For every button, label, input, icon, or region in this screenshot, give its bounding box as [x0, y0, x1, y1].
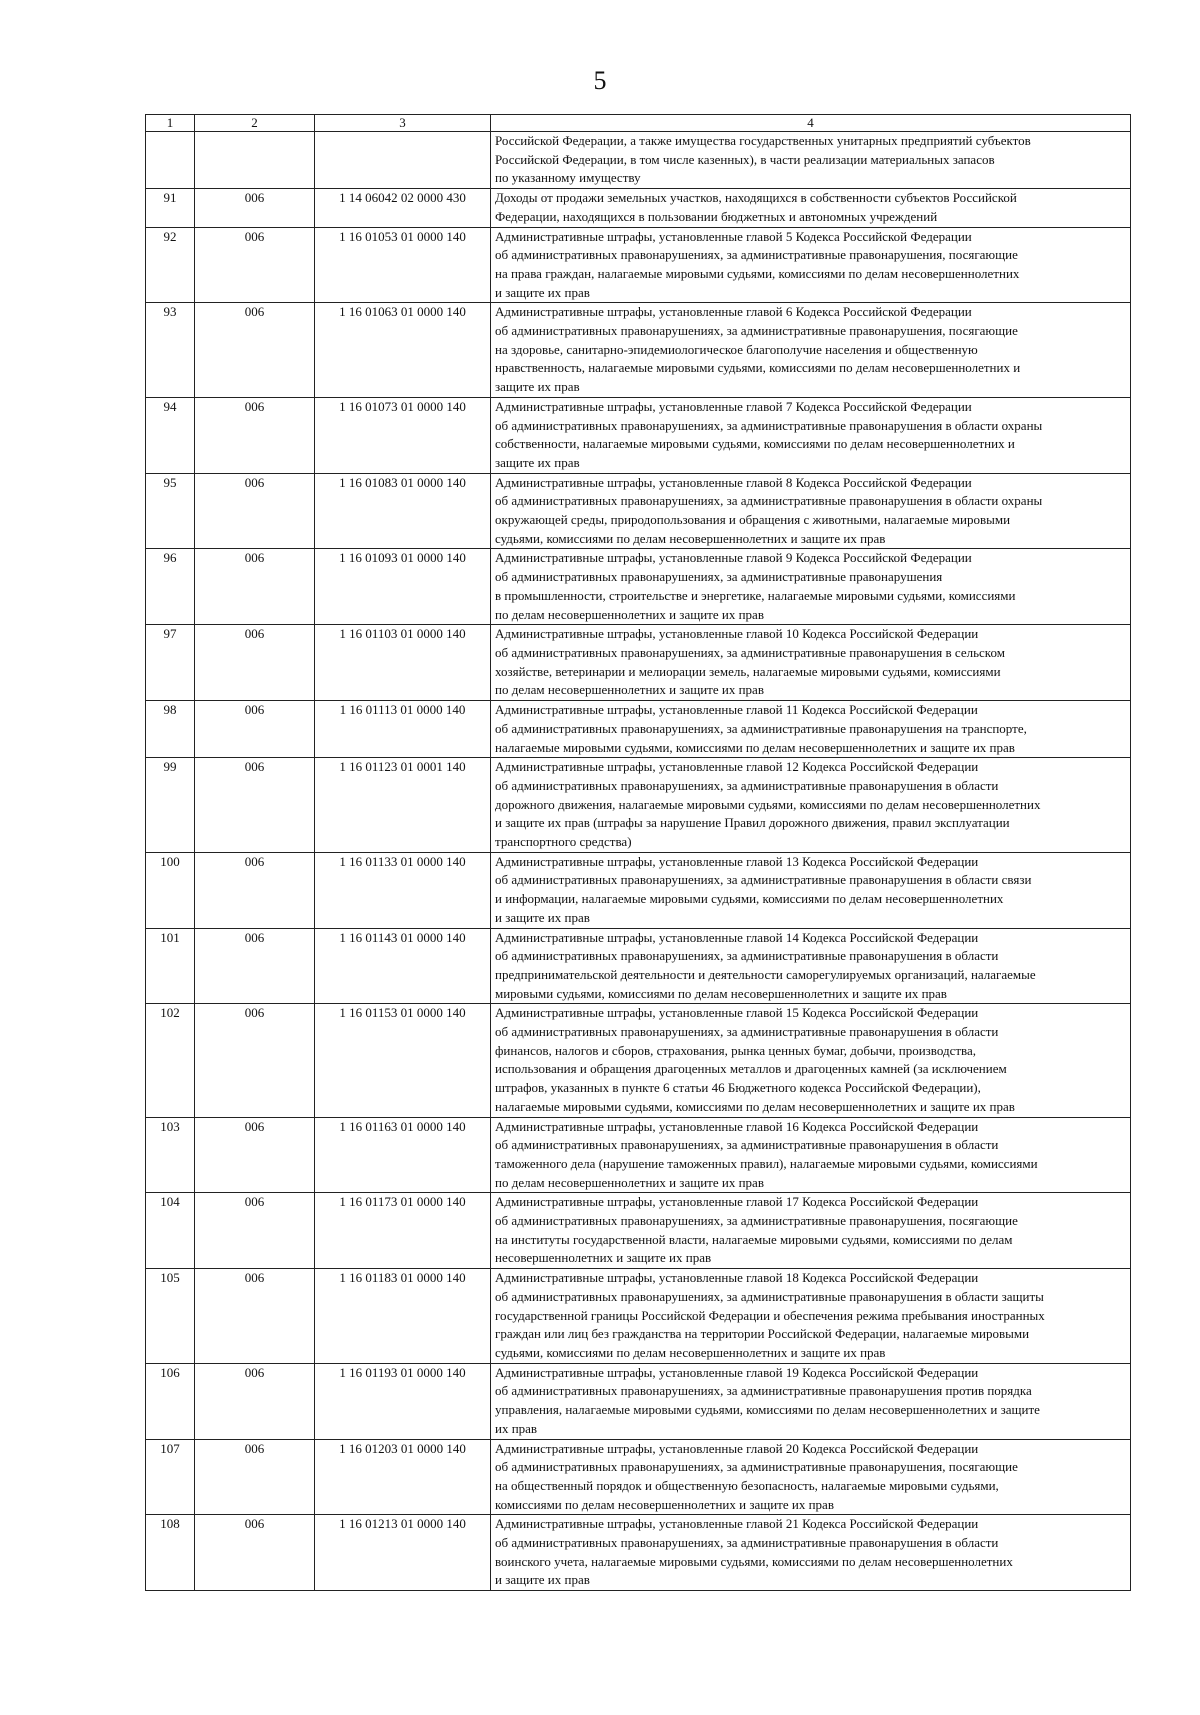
description-cell [491, 473, 1131, 549]
admin-code-cell: 006 [195, 701, 315, 758]
table-row [146, 189, 1131, 227]
description-cell [491, 758, 1131, 853]
table-row [146, 758, 1131, 853]
description-line: государственной границы Российской Федерации и обеспечения режима пребывания иностранных [495, 1307, 1045, 1323]
description-cell [491, 1515, 1131, 1591]
budget-code-cell: 1 16 01173 01 0000 140 [315, 1193, 491, 1269]
description-line: Административные штрафы, установленные главой 8 Кодекса Российской Федерации [495, 474, 972, 490]
description-cell [491, 928, 1131, 1004]
description-line: об административных правонарушениях, за административные правонарушения в области [495, 1137, 999, 1153]
description-line: об административных правонарушениях, за административные правонарушения в области [495, 1535, 999, 1551]
description-line: об административных правонарушениях, за административные правонарушения против порядка [495, 1383, 1032, 1399]
budget-code-cell: 1 16 01053 01 0000 140 [315, 227, 491, 303]
description-line: судьями, комиссиями по делам несовершеннолетних и защите их прав [495, 1345, 886, 1360]
description-line: защите их прав [495, 379, 580, 395]
description-line: об административных правонарушениях, за административные правонарушения в сельском [495, 644, 1005, 660]
admin-code-cell: 006 [195, 473, 315, 549]
description-line: хозяйстве, ветеринарии и мелиорации земель, налагаемые мировыми судьями, комиссиями [495, 663, 1001, 679]
admin-code-cell: 006 [195, 549, 315, 625]
row-number-cell: 96 [146, 549, 195, 625]
table-row [146, 1363, 1131, 1439]
row-number-cell: 93 [146, 303, 195, 398]
description-line: по указанному имуществу [495, 170, 641, 186]
admin-code-cell: 006 [195, 397, 315, 473]
row-number-cell: 101 [146, 928, 195, 1004]
table-body [146, 132, 1131, 1591]
budget-code-cell: 1 16 01153 01 0000 140 [315, 1004, 491, 1117]
description-cell [491, 1439, 1131, 1515]
description-line: Административные штрафы, установленные главой 6 Кодекса Российской Федерации [495, 304, 972, 320]
description-line: налагаемые мировыми судьями, комиссиями по делам несовершеннолетних и защите их прав [495, 739, 1015, 755]
description-cell [491, 625, 1131, 701]
description-line: воинского учета, налагаемые мировыми судьями, комиссиями по делам несовершеннолетних [495, 1553, 1013, 1569]
description-line: Административные штрафы, установленные главой 11 Кодекса Российской Федерации [495, 702, 978, 718]
revenue-codes-table [145, 114, 1131, 1591]
description-line: управления, налагаемые мировыми судьями, комиссиями по делам несовершеннолетних и защите [495, 1402, 1040, 1418]
description-line: на общественный порядок и общественную безопасность, налагаемые мировыми судьями, [495, 1477, 999, 1493]
description-line: несовершеннолетних и защите их прав [495, 1250, 712, 1266]
description-line: Доходы от продажи земельных участков, находящихся в собственности субъектов Российской [495, 190, 1017, 206]
description-line: транспортного средства) [495, 834, 632, 850]
description-cell [491, 1269, 1131, 1364]
description-cell [491, 1363, 1131, 1439]
description-line: Административные штрафы, установленные главой 14 Кодекса Российской Федерации [495, 929, 979, 945]
description-line: об административных правонарушениях, за административные правонарушения в области [495, 948, 999, 964]
admin-code-cell: 006 [195, 1117, 315, 1193]
description-cell [491, 701, 1131, 758]
description-line: об административных правонарушениях, за административные правонарушения, посягающие [495, 1213, 1018, 1229]
description-line: и защите их прав [495, 284, 590, 300]
description-line: об административных правонарушениях, за административные правонарушения в области [495, 777, 999, 793]
budget-code-cell: 1 16 01133 01 0000 140 [315, 852, 491, 928]
description-line: Административные штрафы, установленные главой 17 Кодекса Российской Федерации [495, 1194, 979, 1210]
table-row [146, 473, 1131, 549]
description-line: штрафов, указанных в пункте 6 статьи 46 Бюджетного кодекса Российской Федерации), [495, 1080, 981, 1096]
admin-code-cell: 006 [195, 1004, 315, 1117]
description-line: их прав [495, 1420, 538, 1436]
continuation-row [146, 132, 1131, 189]
description-line: судьями, комиссиями по делам несовершеннолетних и защите их прав [495, 530, 886, 546]
table-row [146, 1439, 1131, 1515]
budget-code-cell: 1 14 06042 02 0000 430 [315, 189, 491, 227]
description-line: Административные штрафы, установленные главой 15 Кодекса Российской Федерации [495, 1005, 979, 1021]
description-line: комиссиями по делам несовершеннолетних и защите их прав [495, 1496, 834, 1512]
table-row [146, 1193, 1131, 1269]
continuation-admin-cell [195, 132, 315, 189]
column-header-1: 1 [146, 115, 195, 132]
description-line: Российской Федерации, а также имущества государственных унитарных предприятий субъектов [495, 133, 1031, 148]
admin-code-cell: 006 [195, 1439, 315, 1515]
table-row [146, 1004, 1131, 1117]
description-line: окружающей среды, природопользования и обращения с животными, налагаемые мировыми [495, 512, 1011, 528]
description-cell [491, 549, 1131, 625]
description-line: Российской Федерации, в том числе казенных), в части реализации материальных запасов [495, 151, 995, 167]
table-row [146, 303, 1131, 398]
row-number-cell: 106 [146, 1363, 195, 1439]
description-line: финансов, налогов и сборов, страхования, рынка ценных бумаг, добычи, производства, [495, 1042, 977, 1058]
description-line: Административные штрафы, установленные главой 12 Кодекса Российской Федерации [495, 759, 979, 775]
table-row [146, 625, 1131, 701]
description-line: на здоровье, санитарно-эпидемиологическое благополучие населения и общественную [495, 341, 978, 357]
column-header-2: 2 [195, 115, 315, 132]
description-line: об административных правонарушениях, за административные правонарушения в области [495, 1024, 999, 1040]
description-line: Административные штрафы, установленные главой 9 Кодекса Российской Федерации [495, 550, 972, 566]
description-line: об административных правонарушениях, за административные правонарушения, посягающие [495, 323, 1018, 339]
row-number-cell: 104 [146, 1193, 195, 1269]
description-line: налагаемые мировыми судьями, комиссиями по делам несовершеннолетних и защите их прав [495, 1098, 1015, 1114]
row-number-cell: 94 [146, 397, 195, 473]
description-line: на институты государственной власти, налагаемые мировыми судьями, комиссиями по делам [495, 1231, 1013, 1247]
budget-code-cell: 1 16 01163 01 0000 140 [315, 1117, 491, 1193]
description-line: граждан или лиц без гражданства на территории Российской Федерации, налагаемые мировыми [495, 1326, 1030, 1342]
description-line: нравственность, налагаемые мировыми судьями, комиссиями по делам несовершеннолетних и [495, 360, 1021, 376]
description-cell [491, 397, 1131, 473]
budget-code-cell: 1 16 01103 01 0000 140 [315, 625, 491, 701]
continuation-num-cell [146, 132, 195, 189]
description-line: в промышленности, строительстве и энергетике, налагаемые мировыми судьями, комиссиями [495, 587, 1016, 603]
description-line: по делам несовершеннолетних и защите их прав [495, 606, 764, 622]
row-number-cell: 103 [146, 1117, 195, 1193]
table-row [146, 701, 1131, 758]
description-line: Административные штрафы, установленные главой 21 Кодекса Российской Федерации [495, 1516, 979, 1532]
row-number-cell: 95 [146, 473, 195, 549]
description-line: Административные штрафы, установленные главой 5 Кодекса Российской Федерации [495, 228, 972, 244]
admin-code-cell: 006 [195, 625, 315, 701]
admin-code-cell: 006 [195, 303, 315, 398]
description-line: Административные штрафы, установленные главой 10 Кодекса Российской Федерации [495, 626, 979, 642]
description-line: об административных правонарушениях, за административные правонарушения, посягающие [495, 1459, 1018, 1475]
admin-code-cell: 006 [195, 1193, 315, 1269]
description-cell [491, 303, 1131, 398]
column-header-3: 3 [315, 115, 491, 132]
description-line: использования и обращения драгоценных металлов и драгоценных камней (за исключением [495, 1061, 1007, 1077]
budget-code-cell: 1 16 01203 01 0000 140 [315, 1439, 491, 1515]
row-number-cell: 105 [146, 1269, 195, 1364]
description-line: об административных правонарушениях, за административные правонарушения в области охраны [495, 417, 1043, 433]
budget-code-cell: 1 16 01193 01 0000 140 [315, 1363, 491, 1439]
description-line: Административные штрафы, установленные главой 18 Кодекса Российской Федерации [495, 1270, 979, 1286]
description-line: об административных правонарушениях, за административные правонарушения на транспорте, [495, 720, 1027, 736]
description-cell [491, 1004, 1131, 1117]
description-line: Административные штрафы, установленные главой 20 Кодекса Российской Федерации [495, 1440, 979, 1456]
row-number-cell: 108 [146, 1515, 195, 1591]
row-number-cell: 107 [146, 1439, 195, 1515]
table-row [146, 549, 1131, 625]
description-line: и защите их прав (штрафы за нарушение Правил дорожного движения, правил эксплуатации [495, 815, 1010, 831]
description-line: Административные штрафы, установленные главой 7 Кодекса Российской Федерации [495, 398, 972, 414]
row-number-cell: 92 [146, 227, 195, 303]
row-number-cell: 97 [146, 625, 195, 701]
table-header-row [146, 115, 1131, 132]
table-row [146, 397, 1131, 473]
budget-code-cell: 1 16 01143 01 0000 140 [315, 928, 491, 1004]
continuation-description-cell [491, 132, 1131, 189]
admin-code-cell: 006 [195, 227, 315, 303]
description-line: Федерации, находящихся в пользовании бюджетных и автономных учреждений [495, 208, 938, 224]
row-number-cell: 91 [146, 189, 195, 227]
budget-code-cell: 1 16 01073 01 0000 140 [315, 397, 491, 473]
table-row [146, 227, 1131, 303]
admin-code-cell: 006 [195, 1515, 315, 1591]
description-line: предпринимательской деятельности и деятельности саморегулируемых организаций, налагаемые [495, 966, 1036, 982]
description-line: таможенного дела (нарушение таможенных правил), налагаемые мировыми судьями, комиссиями [495, 1155, 1038, 1171]
description-line: об административных правонарушениях, за административные правонарушения в области охраны [495, 493, 1043, 509]
description-line: по делам несовершеннолетних и защите их прав [495, 682, 764, 698]
description-line: защите их прав [495, 454, 580, 470]
column-header-4: 4 [491, 115, 1131, 132]
admin-code-cell: 006 [195, 758, 315, 853]
description-line: об административных правонарушениях, за административные правонарушения в области защиты [495, 1288, 1044, 1304]
description-cell [491, 189, 1131, 227]
table-row [146, 1269, 1131, 1364]
admin-code-cell: 006 [195, 189, 315, 227]
description-cell [491, 227, 1131, 303]
description-cell [491, 1193, 1131, 1269]
table-row [146, 1117, 1131, 1193]
row-number-cell: 98 [146, 701, 195, 758]
budget-code-cell: 1 16 01213 01 0000 140 [315, 1515, 491, 1591]
description-line: об административных правонарушениях, за административные правонарушения [495, 569, 943, 585]
description-line: и информации, налагаемые мировыми судьями, комиссиями по делам несовершеннолетних [495, 891, 1004, 907]
description-line: по делам несовершеннолетних и защите их прав [495, 1174, 764, 1190]
description-line: собственности, налагаемые мировыми судьями, комиссиями по делам несовершеннолетних и [495, 436, 1015, 452]
budget-code-cell: 1 16 01113 01 0000 140 [315, 701, 491, 758]
continuation-code-cell [315, 132, 491, 189]
table-row [146, 1515, 1131, 1591]
budget-code-cell: 1 16 01093 01 0000 140 [315, 549, 491, 625]
table-row [146, 852, 1131, 928]
admin-code-cell: 006 [195, 852, 315, 928]
description-line: Административные штрафы, установленные главой 16 Кодекса Российской Федерации [495, 1118, 979, 1134]
description-line: дорожного движения, налагаемые мировыми судьями, комиссиями по делам несовершеннолетних [495, 796, 1041, 812]
description-line: об административных правонарушениях, за административные правонарушения, посягающие [495, 247, 1018, 263]
row-number-cell: 100 [146, 852, 195, 928]
admin-code-cell: 006 [195, 1363, 315, 1439]
description-line: об административных правонарушениях, за административные правонарушения в области связи [495, 872, 1032, 888]
admin-code-cell: 006 [195, 1269, 315, 1364]
description-line: и защите их прав [495, 1572, 590, 1588]
admin-code-cell: 006 [195, 928, 315, 1004]
budget-code-cell: 1 16 01183 01 0000 140 [315, 1269, 491, 1364]
description-line: Административные штрафы, установленные главой 13 Кодекса Российской Федерации [495, 853, 979, 869]
table-row [146, 928, 1131, 1004]
description-cell [491, 852, 1131, 928]
description-line: Административные штрафы, установленные главой 19 Кодекса Российской Федерации [495, 1364, 979, 1380]
budget-code-cell: 1 16 01123 01 0001 140 [315, 758, 491, 853]
row-number-cell: 99 [146, 758, 195, 853]
budget-code-cell: 1 16 01083 01 0000 140 [315, 473, 491, 549]
description-line: мировыми судьями, комиссиями по делам несовершеннолетних и защите их прав [495, 985, 947, 1001]
row-number-cell: 102 [146, 1004, 195, 1117]
description-cell [491, 1117, 1131, 1193]
description-line: на права граждан, налагаемые мировыми судьями, комиссиями по делам несовершеннолетних [495, 265, 1020, 281]
description-line: и защите их прав [495, 909, 590, 925]
budget-code-cell: 1 16 01063 01 0000 140 [315, 303, 491, 398]
page-number: 5 [593, 66, 607, 95]
